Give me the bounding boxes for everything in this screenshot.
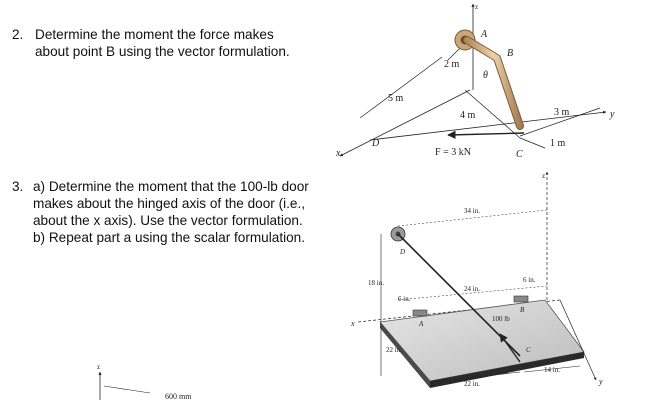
problem-2-number: 2. — [12, 27, 24, 42]
fig2-weight: 100 lb — [492, 315, 510, 323]
figure-2 — [350, 172, 603, 388]
problem-3-line-4: b) Repeat part a using the scalar formulation. — [33, 230, 306, 245]
fig3-dim-line — [104, 386, 150, 393]
fig2-dim-22b: 22 in. — [464, 380, 480, 388]
fig1-dim-5m: 5 m — [388, 93, 404, 104]
fig2-x-label: x — [351, 319, 355, 328]
fig1-dim-1m-line — [520, 138, 545, 148]
fig1-dim-2m: 2 m — [444, 59, 460, 70]
figure-1 — [335, 3, 615, 160]
fig1-dim-4m: 4 m — [460, 110, 476, 121]
fig2-label-A: A — [419, 320, 424, 328]
fig2-hinge-A — [413, 310, 427, 316]
fig2-hinge-B — [514, 296, 528, 302]
fig2-label-B: B — [520, 306, 525, 314]
fig2-dim-34: 34 in. — [464, 207, 480, 215]
fig2-dim-24: 24 in. — [464, 285, 480, 293]
fig2-dim-22a: 22 in. — [386, 346, 402, 354]
problem-2-line-1: Determine the moment the force makes — [35, 27, 274, 42]
fig1-label-D: D — [372, 138, 380, 149]
fig1-dim-1m: 1 m — [550, 138, 566, 149]
fig2-label-D: D — [400, 248, 406, 256]
fig2-y-label: y — [599, 377, 603, 386]
problem-3-line-3: about the x axis). Use the vector formulation. — [33, 213, 303, 228]
fig1-label-B: B — [507, 48, 514, 59]
fig2-dim-18: 18 in. — [368, 279, 384, 287]
fig1-x-label: x — [336, 148, 341, 159]
fig2-dim-6a: 6 in. — [398, 295, 411, 303]
problem-2-line-2: about point B using the vector formulation. — [35, 44, 290, 59]
fig2-label-C: C — [526, 346, 531, 354]
fig1-y-axis — [370, 112, 606, 140]
fig1-label-theta: θ — [483, 70, 488, 81]
fig3-z-label: z — [97, 363, 101, 371]
figure-3 — [97, 363, 192, 400]
fig2-dim-6b: 6 in. — [523, 276, 536, 284]
fig1-force-arrow — [448, 133, 524, 135]
fig1-y-label: y — [610, 109, 615, 120]
fig3-dim-600: 600 mm — [165, 392, 192, 400]
fig1-z-label: z — [475, 3, 479, 11]
problem-3-line-2: makes about the hinged axis of the door (i.e., — [33, 196, 306, 211]
fig1-force-label: F = 3 kN — [435, 147, 471, 158]
problem-3-number: 3. — [12, 179, 24, 194]
fig1-label-A: A — [481, 29, 488, 40]
fig1-label-C: C — [516, 149, 523, 160]
fig1-dim-5m-line — [360, 57, 442, 118]
fig1-dim-3m: 3 m — [554, 107, 570, 118]
problem-3-line-1: a) Determine the moment that the 100-lb door — [33, 179, 309, 194]
fig2-z-label: z — [542, 172, 546, 180]
fig2-dim-14: 14 in. — [544, 366, 560, 374]
